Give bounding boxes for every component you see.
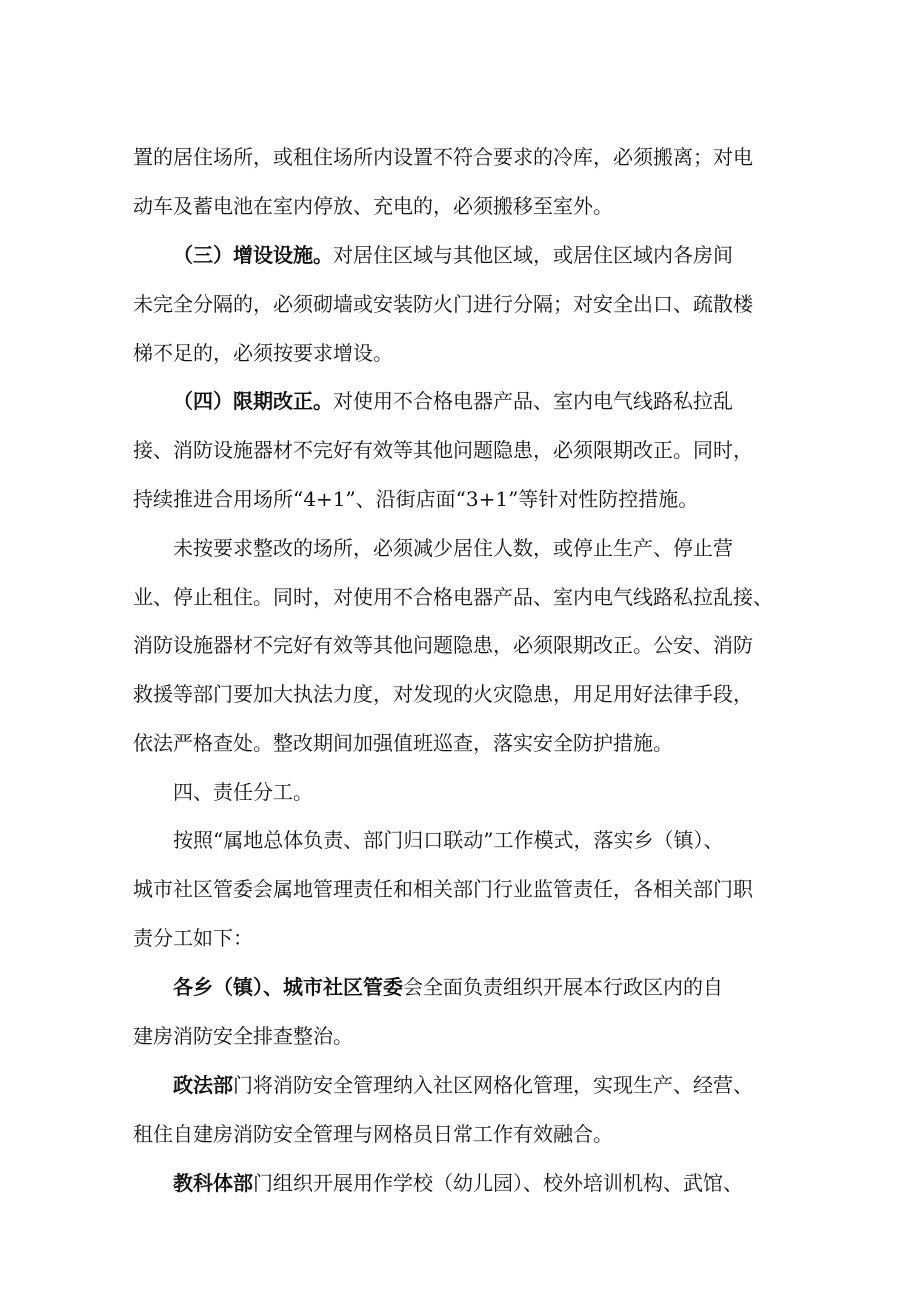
paragraph-line xyxy=(133,437,920,463)
line-text: 对使用不合格电器产品、室内电气线路私拉乱 xyxy=(333,389,733,413)
bold-lead: 教科体部 xyxy=(173,1171,253,1195)
line-text: 救援等部门要加大执法力度，对发现的火灾隐患，用足用好法律手段， xyxy=(133,682,753,706)
line-text: 责分工如下： xyxy=(133,926,253,950)
paragraph-line xyxy=(133,1023,920,1049)
line-text: 租住自建房消防安全管理与网格员日常工作有效融合。 xyxy=(133,1122,613,1146)
line-text: 未按要求整改的场所，必须减少居住人数，或停止生产、停止营 xyxy=(173,536,733,560)
line-text: 会全面负责组织开展本行政区内的自 xyxy=(403,975,723,999)
paragraph-line xyxy=(133,144,920,170)
line-text: 业、停止租住。同时，对使用不合格电器产品、室内电气线路私拉乱接、 xyxy=(133,585,773,609)
line-text: 置的居住场所，或租住场所内设置不符合要求的冷库，必须搬离；对电 xyxy=(133,145,753,169)
paragraph-line xyxy=(133,876,920,902)
line-text: 持续推进合用场所“4+1”、沿街店面“3+1”等针对性防控措施。 xyxy=(133,487,699,511)
paragraph-line xyxy=(133,730,920,756)
paragraph-line xyxy=(173,535,920,561)
line-text: 按照“属地总体负责、部门归口联动”工作模式，落实乡（镇）、 xyxy=(173,828,724,852)
paragraph-line xyxy=(133,681,920,707)
line-text: 门组织开展用作学校（幼儿园）、校外培训机构、武馆、 xyxy=(253,1171,743,1195)
bold-lead: 政法部 xyxy=(173,1073,233,1097)
paragraph-line xyxy=(133,291,920,317)
paragraph-line xyxy=(133,193,920,219)
political-legal-duty-line xyxy=(173,1072,920,1098)
section-title xyxy=(173,779,920,805)
bold-lead: 各乡（镇）、城市社区管委 xyxy=(173,975,403,999)
paragraph-line xyxy=(133,584,920,610)
section-heading: （四）限期改正。 xyxy=(173,389,333,413)
line-text: 四、责任分工。 xyxy=(173,780,313,804)
paragraph-line xyxy=(133,486,920,512)
line-text: 动车及蓄电池在室内停放、充电的，必须搬移至室外。 xyxy=(133,194,613,218)
paragraph-line xyxy=(133,925,920,951)
education-duty-line xyxy=(173,1170,920,1196)
line-text: 建房消防安全排查整治。 xyxy=(133,1024,353,1048)
line-text: 未完全分隔的，必须砌墙或安装防火门进行分隔；对安全出口、疏散楼 xyxy=(133,292,753,316)
line-text: 门将消防安全管理纳入社区网格化管理，实现生产、经营、 xyxy=(233,1073,753,1097)
line-text: 接、消防设施器材不完好有效等其他问题隐患，必须限期改正。同时， xyxy=(133,438,753,462)
line-text: 城市社区管委会属地管理责任和相关部门行业监管责任，各相关部门职 xyxy=(133,877,753,901)
paragraph-line xyxy=(133,340,920,366)
section-four-line xyxy=(173,388,920,414)
line-text: 梯不足的，必须按要求增设。 xyxy=(133,341,393,365)
paragraph-line xyxy=(133,632,920,658)
line-text: 消防设施器材不完好有效等其他问题隐患，必须限期改正。公安、消防 xyxy=(133,633,753,657)
section-three-line xyxy=(173,242,920,268)
township-duty-line xyxy=(173,974,920,1000)
paragraph-line xyxy=(133,1121,920,1147)
paragraph-line xyxy=(173,827,920,853)
section-heading: （三）增设设施。 xyxy=(173,243,333,267)
line-text: 依法严格查处。整改期间加强值班巡查，落实安全防护措施。 xyxy=(133,731,673,755)
line-text: 对居住区域与其他区域，或居住区域内各房间 xyxy=(333,243,733,267)
